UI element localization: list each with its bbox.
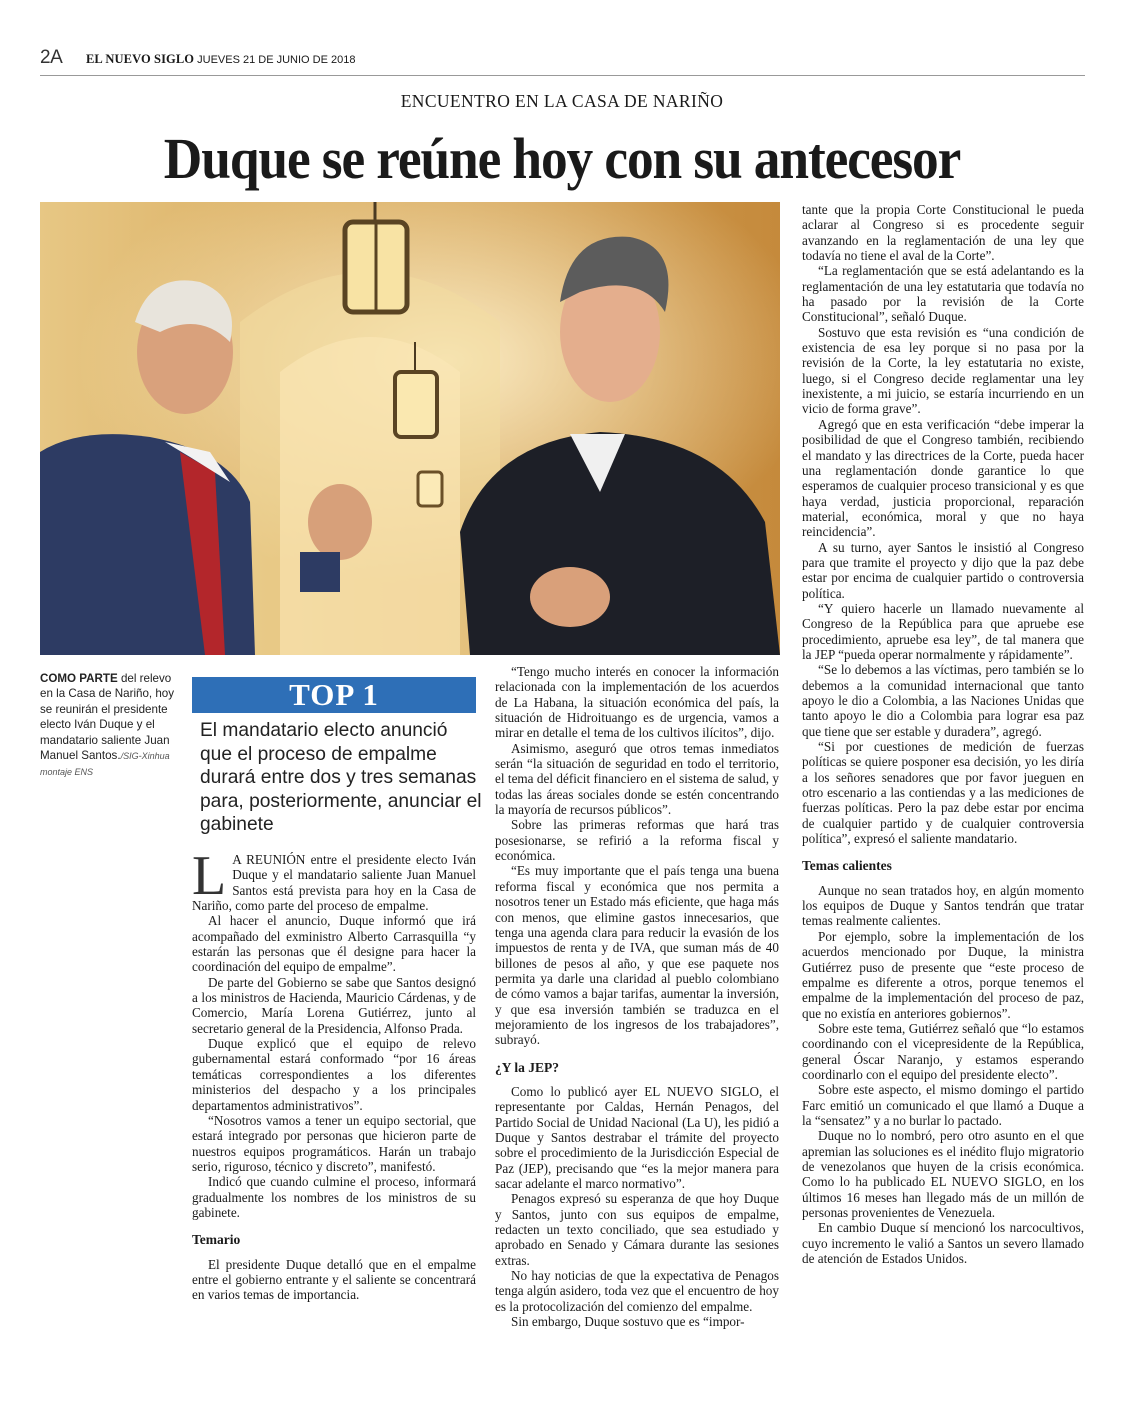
paragraph: Sostuvo que esta revisión es “una condición de existencia de esa ley porque si no pasa por la revisión de la Corte, la ley estatutaria no existe, luego, si el Congreso decide reglamentar una ley inexistente, a mi juicio, se estaría incurriendo en un vicio de forma grave”. xyxy=(802,324,1084,417)
caption-lead: COMO PARTE xyxy=(40,672,118,685)
paragraph: Aunque no sean tratados hoy, en algún momento los equipos de Duque y Santos tendrán que tratar temas realmente calientes. xyxy=(802,882,1084,929)
paragraph: Duque explicó que el equipo de relevo gubernamental estará conformado “por 16 áreas temáticas correspondientes a los diferentes ministerios del despacho y a los principales departamentos administrativos”. xyxy=(192,1036,476,1113)
lead-text: entre el presidente electo Iván Duque y el mandatario saliente Juan Manuel Santos está prevista para hoy en la Casa de Nariño, como parte del proceso de empalme. xyxy=(192,852,476,914)
lantern-far xyxy=(418,472,442,506)
paragraph: A su turno, ayer Santos le insistió al Congreso para que tramite el proyecto y dijo que la paz debe estar por encima de cualquier partido o controversia política. xyxy=(802,539,1084,601)
caption-text: del relevo en la Casa de Nariño, hoy se reunirán el presidente electo Iván Duque y el mandatario saliente Juan Manuel Santos. xyxy=(40,672,175,763)
paragraph: Al hacer el anuncio, Duque informó que irá acompañado del exministro Alberto Carrasquilla “y estarán las personas que él designe para hacer la coordinación del equipo de empalme”. xyxy=(192,913,476,975)
photo-caption xyxy=(40,671,180,781)
headline: Duque se reúne hoy con su antecesor xyxy=(163,126,961,191)
paragraph: “Y quiero hacerle un llamado nuevamente al Congreso de la República para que apruebe ese procedimiento, apruebe esa ley”, de tal manera que la JEP “pueda operar normalmente y rápidamente”. xyxy=(802,600,1084,662)
subhead-jep: ¿Y la JEP? xyxy=(495,1059,559,1075)
header-rule xyxy=(40,75,1085,76)
subhead-temas-calientes: Temas calientes xyxy=(802,858,892,874)
paragraph: Asimismo, aseguró que otros temas inmediatos serán “la situación de seguridad en todo el territorio, el tema del déficit financiero en el sistema de salud, y todas las áreas sociales donde se estén concentrando la mayoría de recursos públicos”. xyxy=(495,740,779,818)
paragraph: Sobre este aspecto, el mismo domingo el partido Farc emitió un comunicado el que llamó a Duque a la “sensatez” y a no burlar lo pactado. xyxy=(802,1082,1084,1128)
news-photo xyxy=(40,202,780,655)
top1-banner: TOP 1 xyxy=(192,677,476,713)
paragraph: No hay noticias de que la expectativa de Penagos tenga algún asidero, toda vez que el encuentro de hoy es la protocolización del comienzo del empalme. xyxy=(495,1268,779,1314)
subhead-temario: Temario xyxy=(192,1232,241,1248)
lead-caps: A REUNIÓN xyxy=(232,852,306,867)
article-column-1 xyxy=(192,845,476,1303)
paragraph: “Es muy importante que el país tenga una buena reforma fiscal y económica que nos permita a nosotros tener un Estado más eficiente, que haga más con menos, que elimine gastos innecesarios, que tenga una agenda clara para reducir la evasión de los impuestos de renta y de IVA, que suman más de 40 billones de pesos al año, y que ese paquete nos permita ya darle una claridad al pueblo colombiano de cómo vamos a bajar tarifas, aumentar la inversión, y que esa inversión también se traduzca en el mejoramiento de los ingresos de los trabajadores”, subrayó. xyxy=(495,863,779,1048)
paragraph: Sobre este tema, Gutiérrez señaló que “lo estamos coordinando con el vicepresidente de la República, general Óscar Naranjo, y estamos esperando coordinarlo con el equipo del presidente electo”. xyxy=(802,1020,1084,1082)
kicker: ENCUENTRO EN LA CASA DE NARIÑO xyxy=(400,91,724,111)
paragraph: Duque no lo nombró, pero otro asunto en el que apremian las soluciones es el inédito flujo migratorio de venezolanos que huyen de la crisis económica. Como lo ha publicado EL NUEVO SIGLO, en los últimos 16 meses han llegado más de un millón de personas provenientes de Venezuela. xyxy=(802,1128,1084,1220)
paragraph: Sin embargo, Duque sostuvo que es “impor- xyxy=(511,1314,745,1330)
paragraph: “Se lo debemos a las víctimas, pero también se lo debemos a la comunidad internacional que tanto apoyo le dio a Colombia, a las Naciones Unidas que tanto apoyo le dio a Colombia para lograr esa paz que tiene que ser estable y duradera”, agregó. xyxy=(802,662,1084,739)
dropcap: L xyxy=(192,845,227,907)
issue-date: JUEVES 21 DE JUNIO DE 2018 xyxy=(197,54,356,66)
article-column-2 xyxy=(495,664,779,1329)
paragraph: En cambio Duque sí mencionó los narcocultivos, cuyo incremento le valió a Santos un severo llamado de atención de Estados Unidos. xyxy=(802,1220,1084,1267)
paragraph: Por ejemplo, sobre la implementación de los acuerdos mencionado por Duque, la ministra Gutiérrez puso de presente que “este proceso de empalme es diferente a otros, porque tenemos el empalme de la implementación del proceso de paz, que no existía en anteriores gobiernos”. xyxy=(802,928,1084,1021)
masthead xyxy=(86,52,355,67)
paragraph: El presidente Duque detalló que en el empalme entre el gobierno entrante y el saliente se concentrará en varios temas de importancia. xyxy=(192,1256,476,1303)
page-number: 2A xyxy=(40,47,63,68)
paragraph: Penagos expresó su esperanza de que hoy Duque y Santos, junto con sus equipos de empalme, redacten un texto conciliado, que sea estudiado y aprobado en Senado y Cámara durante las sesiones extras. xyxy=(495,1191,779,1268)
paragraph: “Tengo mucho interés en conocer la información relacionada con la implementación de los acuerdos de La Habana, la situación económica del país, la situación de Hidroituango es de urgencia, vamos a mirar en detalle el tema de los cultivos ilícitos”, dijo. xyxy=(495,664,779,741)
paragraph-continued: tante que la propia Corte Constitucional le pueda aclarar al Congreso si es procedente seguir avanzando en la reglamentación de una ley que todavía no tiene el aval de la Corte”. xyxy=(802,202,1084,264)
paragraph: Agregó que en esta verificación “debe imperar la posibilidad de que el Congreso también, recibiendo el mandato y las directrices de la Corte, pueda hacer una reglamentación donde garantice lo que esperamos de cualquier proceso transicional y es que haya verdad, justicia proporcional, reparación material, económica, moral y que no haya reincidencia”. xyxy=(802,416,1084,540)
lead-paragraph xyxy=(192,845,476,914)
article-column-3 xyxy=(802,202,1084,1266)
paragraph: Sobre las primeras reformas que hará tras posesionarse, se refirió a la reforma fiscal y económica. xyxy=(495,817,779,864)
paragraph: “Si por cuestiones de medición de fuerzas políticas se quiere posponer esa decisión, yo les diría a los señores senadores que por favor jueguen en otro escenario a las contiendas y a las mediciones de fuerzas políticas. Pero la paz debe estar por encima de cualquier partido y de cualquier controversia política”, expresó el saliente mandatario. xyxy=(802,739,1084,847)
paragraph: Como lo publicó ayer EL NUEVO SIGLO, el representante por Caldas, Hernán Penagos, del Partido Social de Unidad Nacional (La U), les pidió a Duque y Santos destrabar el trámite del proyecto sobre el procedimiento de la Jurisdicción Especial de Paz (JEP), precisando que “es la mejor manera para sacar adelante el marco normativo”. xyxy=(495,1083,779,1191)
photo-credit: /SIG-Xinhua montaje ENS xyxy=(40,751,170,778)
paragraph: De parte del Gobierno se sabe que Santos designó a los ministros de Hacienda, Mauricio Cárdenas, y de Comercio, María Lorena Gutiérrez, junto al secretario general de la Presidencia, Alfonso Prada. xyxy=(192,974,476,1036)
top1-summary: El mandatario electo anunció que el proceso de empalme durará entre dos y tres semanas para, posteriormente, anunciar el gabinete xyxy=(200,720,482,835)
newspaper-name: EL NUEVO SIGLO xyxy=(86,52,195,66)
paragraph: “Nosotros vamos a tener un equipo sectorial, que estará integrado por personas que hicieron parte de nuestros equipos programáticos. Harán un trabajo serio, riguroso, técnico y discreto”, manifestó. xyxy=(192,1112,476,1174)
paragraph: “La reglamentación que se está adelantando es la reglamentación de una ley estatutaria que todavía no ha pasado por la revisión de la Corte Constitucional”, señaló Duque. xyxy=(802,263,1084,325)
paragraph: Indicó que cuando culmine el proceso, informará gradualmente los nombres de los ministros de su gabinete. xyxy=(192,1174,476,1220)
